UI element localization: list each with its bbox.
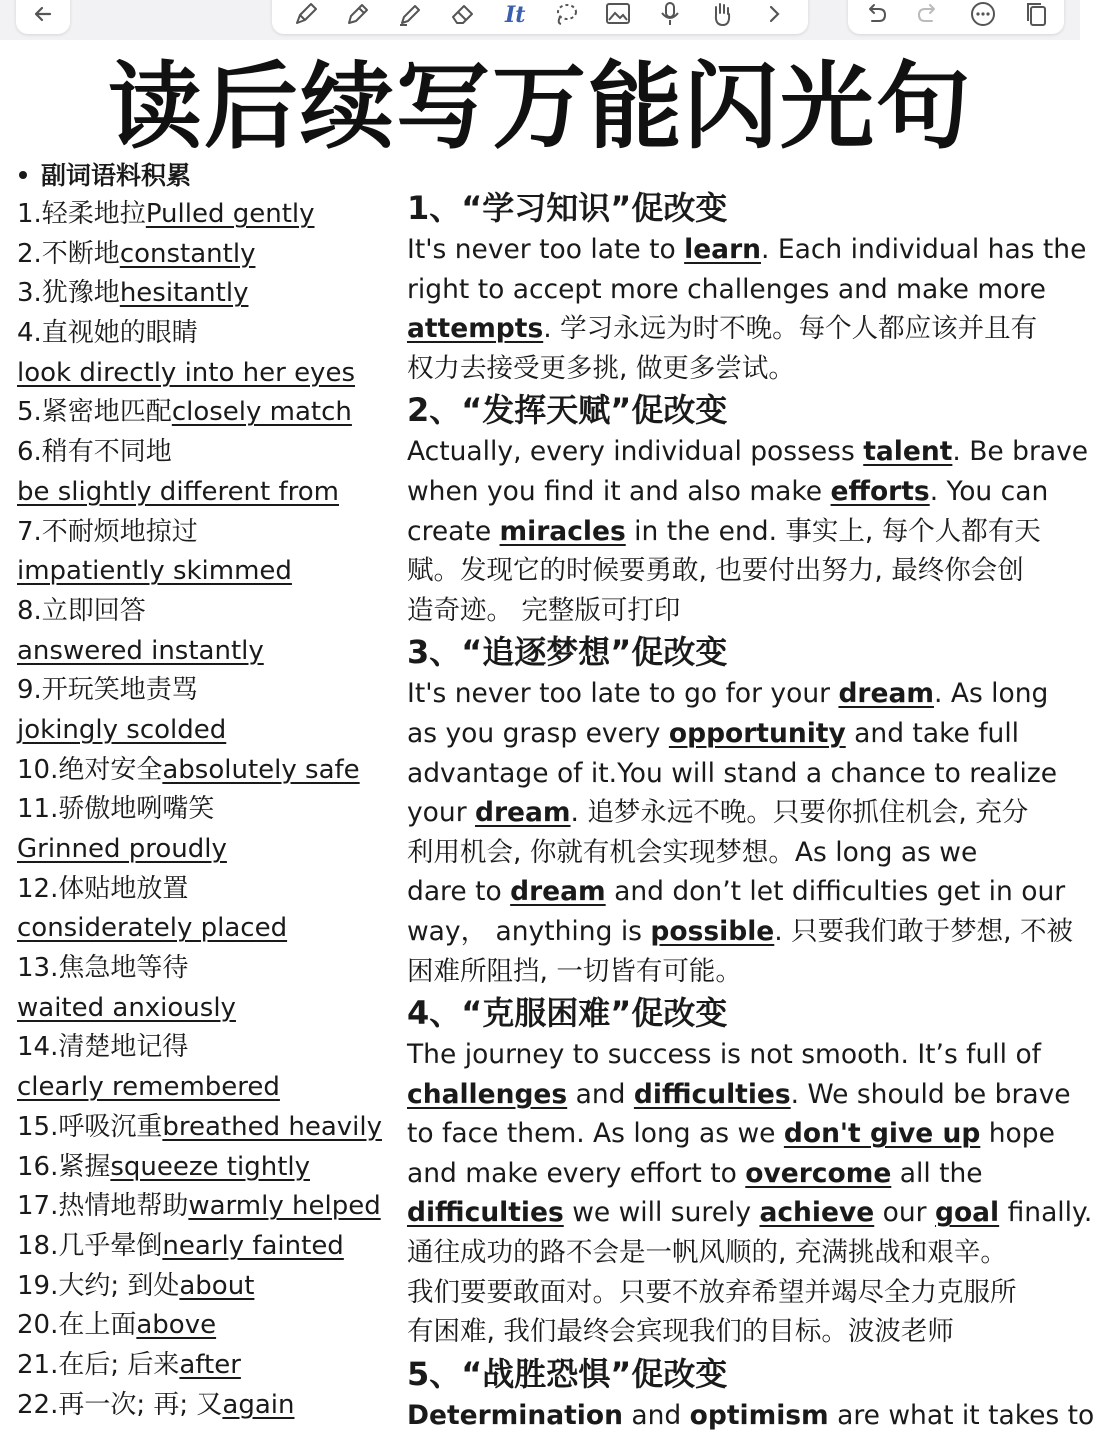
keyword: overcome xyxy=(745,1157,892,1189)
copy-icon[interactable] xyxy=(1022,1,1052,27)
adverb-list xyxy=(17,158,392,1424)
adverb-chinese: 3.犹豫地 xyxy=(17,278,120,309)
adverb-line xyxy=(17,869,392,909)
adverb-line xyxy=(17,512,392,552)
sentence-text: create xyxy=(407,515,500,547)
eraser-icon[interactable] xyxy=(447,1,477,27)
adverb-english: closely match xyxy=(171,397,352,428)
sentence-text: 赋。发现它的时候要勇敢, 也要付出努力, 最终你会创 xyxy=(407,555,1024,587)
keyword: challenges xyxy=(407,1078,568,1110)
adverb-line xyxy=(17,670,392,710)
keyword: goal xyxy=(935,1197,1000,1229)
sentence-text: . Be brave xyxy=(952,436,1089,468)
sentence-text: . 学习永远为时不晚。每个人都应该并且有 xyxy=(543,313,1038,345)
keyword: possible xyxy=(650,915,775,947)
redo-icon[interactable] xyxy=(914,1,944,27)
adverb-line xyxy=(17,948,392,988)
adverb-chinese: 6.稍有不同地 xyxy=(17,437,172,468)
keyword: opportunity xyxy=(668,717,846,749)
adverb-chinese: 20.在上面 xyxy=(17,1310,137,1341)
adverb-line xyxy=(17,789,392,829)
adverb-chinese: 17.热情地帮助 xyxy=(17,1191,189,1222)
section-line xyxy=(407,551,1069,591)
section-line xyxy=(407,349,1069,389)
adverb-line xyxy=(17,273,392,313)
tool-group xyxy=(272,0,808,34)
sentence-text: way， anything is xyxy=(407,915,651,947)
section-title: 2、“发挥天赋”促改变 xyxy=(407,391,728,430)
section-line xyxy=(407,1396,1094,1436)
adverb-english: squeeze tightly xyxy=(110,1151,310,1182)
adverb-line xyxy=(17,551,392,591)
adverb-english: impatiently skimmed xyxy=(17,556,292,587)
keyword: difficulties xyxy=(633,1078,791,1110)
more-icon[interactable] xyxy=(968,1,998,27)
keyword: Determination xyxy=(407,1399,623,1431)
sentence-text: . We should be brave xyxy=(790,1078,1071,1110)
adverb-line xyxy=(17,194,392,234)
sentence-text: 有困难, 我们最终会宾现我们的目标。波波老师 xyxy=(407,1316,954,1348)
sentence-text: 困难所阻挡, 一切皆有可能。 xyxy=(407,955,742,987)
sentence-text: all the xyxy=(891,1157,983,1189)
sentence-text: . 只要我们敢于梦想, 不被 xyxy=(774,915,1073,947)
adverb-line xyxy=(17,392,392,432)
section-line xyxy=(407,270,1069,310)
adverb-line xyxy=(17,750,392,790)
sentence-text: It's never too late to go for your xyxy=(407,678,839,710)
section-line xyxy=(407,472,1069,512)
microphone-icon[interactable] xyxy=(655,1,685,27)
sentence-text: 造奇迹。 完整版可打印 xyxy=(407,594,681,626)
pen-icon[interactable] xyxy=(291,1,321,27)
sentence-text: . 追梦永远不晚。只要你抓住机会, 充分 xyxy=(570,797,1029,829)
undo-icon[interactable] xyxy=(860,1,890,27)
section-line xyxy=(407,309,1069,349)
section-title: 3、“追逐梦想”促改变 xyxy=(407,633,728,672)
adverb-line xyxy=(17,234,392,274)
section-line xyxy=(407,432,1089,472)
sentence-text: and xyxy=(567,1078,634,1110)
sentence-text: in the end. 事实上, 每个人都有天 xyxy=(625,515,1041,547)
adverb-line xyxy=(17,1305,392,1345)
adverb-chinese: 2.不断地 xyxy=(17,238,120,269)
keyword: learn xyxy=(684,234,761,265)
adverb-line xyxy=(17,1186,392,1226)
adverb-line xyxy=(17,1107,392,1147)
sentence-text: when you find it and also make xyxy=(407,475,831,507)
adverb-line xyxy=(17,829,392,869)
app-toolbar xyxy=(0,0,1080,40)
section-line xyxy=(407,1193,1093,1233)
sentence-text: our xyxy=(874,1197,935,1229)
section-line xyxy=(407,1114,1069,1154)
sentence-text: hope xyxy=(980,1118,1055,1150)
section-title: 4、“克服困难”促改变 xyxy=(407,994,728,1033)
adverb-line xyxy=(17,313,392,353)
adverb-chinese: 7.不耐烦地掠过 xyxy=(17,516,198,547)
adverb-chinese: 5.紧密地匹配 xyxy=(17,397,172,428)
sentence-text: . Each individual has the xyxy=(761,234,1087,265)
sentence-text: The journey to success is not smooth. It’s full of xyxy=(407,1039,1041,1071)
adverb-chinese: 11.骄傲地咧嘴笑 xyxy=(17,794,215,825)
section-line xyxy=(407,833,1069,873)
adverb-chinese: 12.体贴地放置 xyxy=(17,873,189,904)
sentence-text: . You can xyxy=(929,475,1049,507)
hand-icon[interactable] xyxy=(707,1,737,27)
adverb-line xyxy=(17,1147,392,1187)
section-line xyxy=(407,1075,1069,1115)
adverb-line xyxy=(17,988,392,1028)
adverb-english: above xyxy=(136,1310,217,1341)
section-title: 1、“学习知识”促改变 xyxy=(407,189,728,227)
section-line xyxy=(407,1154,1069,1194)
section-line xyxy=(407,591,1069,631)
adverb-english: waited anxiously xyxy=(17,992,236,1023)
adverb-english: Pulled gently xyxy=(145,199,315,229)
adverb-chinese: 14.清楚地记得 xyxy=(17,1032,189,1063)
keyword: miracles xyxy=(499,515,626,547)
adverb-english: nearly fainted xyxy=(162,1230,344,1261)
adverb-english: considerately placed xyxy=(17,913,288,944)
adverb-line xyxy=(17,353,392,393)
sentence-text: and take full xyxy=(845,717,1020,749)
adverb-chinese: 4.直视她的眼睛 xyxy=(17,318,198,349)
adverb-english: constantly xyxy=(119,238,256,269)
section-line xyxy=(407,512,1069,552)
adverb-chinese: 1.轻柔地拉 xyxy=(17,199,146,229)
adverb-line xyxy=(17,1345,392,1385)
adverb-english: jokingly scolded xyxy=(17,714,227,745)
keyword: achieve xyxy=(759,1197,875,1229)
marker-icon[interactable] xyxy=(395,1,425,27)
adverb-lines xyxy=(17,194,392,1424)
adverb-chinese: 16.紧握 xyxy=(17,1151,111,1182)
adverb-english: answered instantly xyxy=(17,635,264,666)
adverb-chinese: 13.焦急地等待 xyxy=(17,953,189,984)
section-line xyxy=(407,912,1073,952)
adverb-line xyxy=(17,432,392,472)
sentence-text: . As long xyxy=(933,678,1049,710)
adverb-line xyxy=(17,631,392,671)
adverb-chinese: 9.开玩笑地责骂 xyxy=(17,675,198,706)
sentence-text: 我们要要敢面对。只要不放弃希望并竭尽全力克服所 xyxy=(407,1276,1017,1308)
sentence-text: and don’t let difficulties get in our xyxy=(605,876,1066,908)
section-line xyxy=(407,1273,1069,1313)
adverb-english: clearly remembered xyxy=(17,1072,280,1103)
adverb-english: after xyxy=(179,1349,241,1380)
section-line xyxy=(407,754,1069,794)
sentence-text: your xyxy=(407,797,476,829)
sentence-text: to face them. As long as we xyxy=(407,1118,784,1150)
back-arrow-icon[interactable] xyxy=(28,1,58,27)
adverb-chinese: 10.绝对安全 xyxy=(17,754,163,785)
section-line xyxy=(407,1312,1069,1352)
section-line xyxy=(407,872,1069,912)
adverb-line xyxy=(17,472,392,512)
keyword: efforts xyxy=(830,475,930,507)
adverb-line xyxy=(17,908,392,948)
adverb-english: look directly into her eyes xyxy=(17,357,355,388)
section-line xyxy=(407,714,1069,754)
sentence-text: It's never too late to xyxy=(407,234,685,265)
sentence-text: dare to xyxy=(407,876,511,908)
adverb-line xyxy=(17,1027,392,1067)
adverb-line xyxy=(17,1266,392,1306)
adverb-english: absolutely safe xyxy=(162,754,360,785)
adverb-english: Grinned proudly xyxy=(17,834,227,864)
sentence-text: and xyxy=(622,1399,690,1431)
sentence-text: we will surely xyxy=(563,1197,760,1229)
adverb-chinese: 22.再一次; 再; 又 xyxy=(17,1389,223,1420)
sentence-text: and make every effort to xyxy=(407,1157,746,1189)
section-line xyxy=(407,674,1069,714)
adverb-english: breathed heavily xyxy=(162,1111,382,1142)
adverb-chinese: 8.立即回答 xyxy=(17,595,146,626)
action-group xyxy=(848,0,1064,34)
keyword: dream xyxy=(475,797,571,829)
keyword: optimism xyxy=(689,1399,829,1431)
keyword: attempts xyxy=(407,313,544,345)
sentence-text: 利用机会, 你就有机会实现梦想。As long as we xyxy=(407,836,978,868)
section-line xyxy=(407,1233,1069,1273)
adverb-line xyxy=(17,591,392,631)
section-line xyxy=(407,1035,1069,1075)
sentence-text: as you grasp every xyxy=(407,717,669,749)
sentence-text: finally. xyxy=(999,1197,1093,1229)
back-group xyxy=(16,0,70,34)
keyword: dream xyxy=(510,876,606,908)
adverb-english: hesitantly xyxy=(119,278,249,309)
keyword: don't give up xyxy=(783,1118,981,1150)
keyword: difficulties xyxy=(407,1197,564,1229)
section-line xyxy=(407,230,1087,270)
svg-text:It: It xyxy=(505,2,526,28)
left-heading xyxy=(17,158,392,194)
sentence-sections xyxy=(407,186,1094,1435)
pencil-icon[interactable] xyxy=(343,1,373,27)
section-title: 5、“战胜恐惧”促改变 xyxy=(407,1354,728,1393)
adverb-english: about xyxy=(179,1270,255,1301)
section-line xyxy=(407,952,1069,992)
text-tool-icon[interactable] xyxy=(499,1,529,27)
adverb-chinese: 21.在后; 后来 xyxy=(17,1349,180,1380)
adverb-line xyxy=(17,1226,392,1266)
adverb-chinese: 18.几乎晕倒 xyxy=(17,1230,163,1261)
image-icon[interactable] xyxy=(603,1,633,27)
adverb-english: be slightly different from xyxy=(17,476,340,507)
sentence-text: right to accept more challenges and make more xyxy=(407,273,1046,305)
adverb-english: again xyxy=(222,1389,295,1420)
bullet-dot xyxy=(19,171,27,179)
sentence-text: 权力去接受更多挑, 做更多尝试。 xyxy=(407,352,795,384)
page-title: 读后续写万能闪光句 xyxy=(107,53,972,162)
adverb-line xyxy=(17,1385,392,1425)
sentence-text: 通往成功的路不会是一帆风顺的, 充满挑战和艰辛。 xyxy=(407,1237,1007,1269)
keyword: talent xyxy=(863,436,953,468)
sentence-text: advantage of it.You will stand a chance to realize xyxy=(407,757,1058,789)
adverb-english: warmly helped xyxy=(188,1191,381,1222)
section-line xyxy=(407,793,1069,833)
adverb-line xyxy=(17,710,392,750)
keyword: dream xyxy=(838,678,934,710)
left-heading-text: 副词语料积累 xyxy=(41,161,192,190)
chevron-right-icon[interactable] xyxy=(759,1,789,27)
adverb-chinese: 19.大约; 到处 xyxy=(17,1270,180,1301)
adverb-chinese: 15.呼吸沉重 xyxy=(17,1111,163,1142)
sentence-text: Actually, every individual possess xyxy=(407,436,864,468)
lasso-icon[interactable] xyxy=(551,1,581,27)
sentence-text: are what it takes to xyxy=(828,1399,1094,1431)
adverb-line xyxy=(17,1067,392,1107)
